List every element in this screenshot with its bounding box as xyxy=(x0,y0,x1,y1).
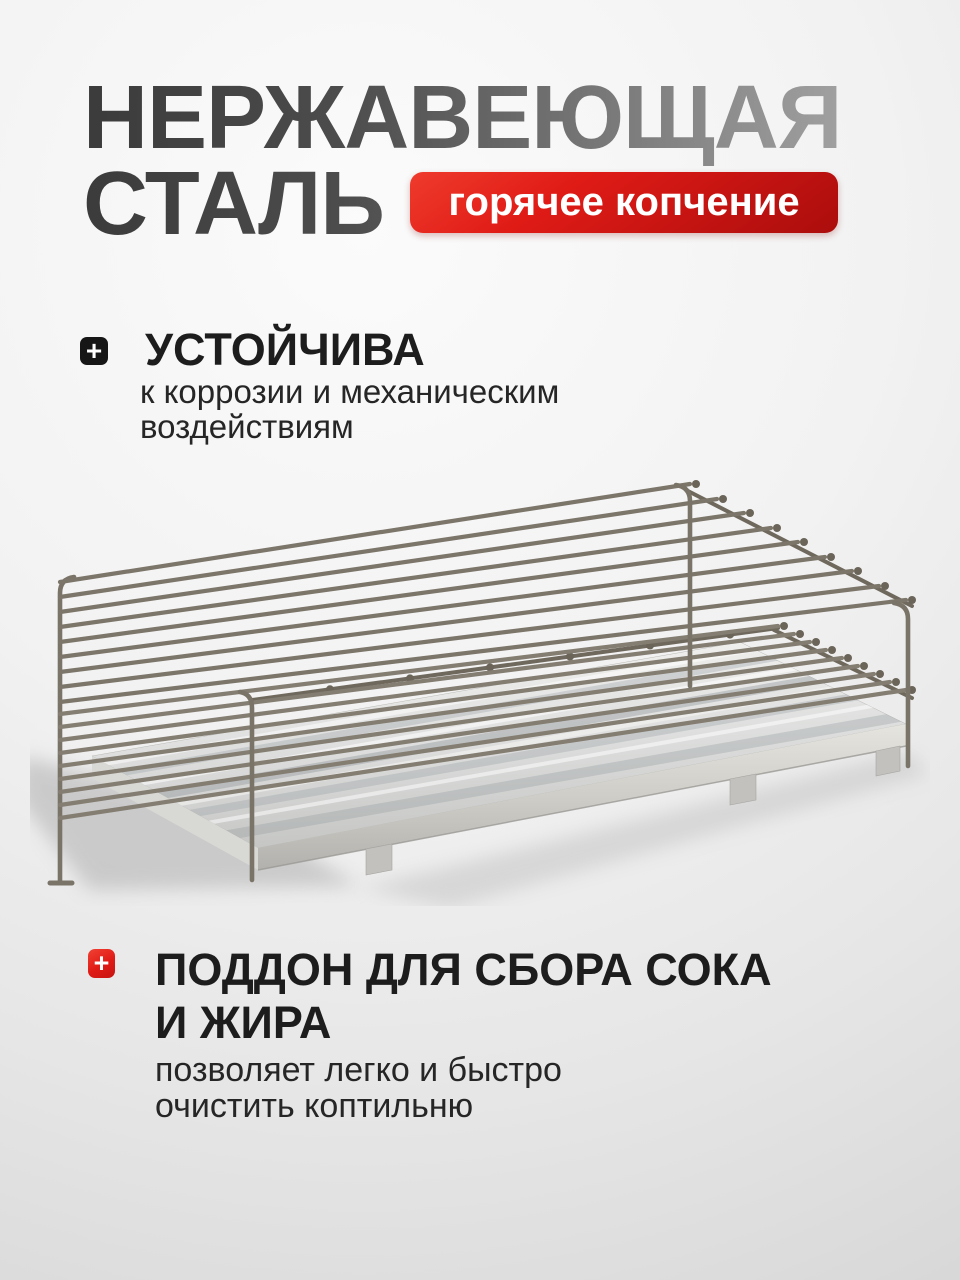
feature-title-line: ПОДДОН ДЛЯ СБОРА СОКА xyxy=(155,944,772,995)
page-title-line-1: НЕРЖАВЕЮЩАЯ xyxy=(83,68,842,168)
product-photo xyxy=(30,456,930,906)
feature-description-line: к коррозии и механическим xyxy=(140,373,560,410)
feature-description-line: воздействиям xyxy=(140,407,354,445)
feature-description-line: позволяет легко и быстро xyxy=(155,1051,562,1089)
feature-description-drip-tray xyxy=(155,1052,562,1125)
feature-title-durability: УСТОЙЧИВА xyxy=(145,324,425,375)
feature-description-durability xyxy=(140,375,559,444)
plus-icon xyxy=(88,949,115,978)
hot-smoking-badge: горячее копчение xyxy=(410,172,838,233)
feature-title-line: И ЖИРА xyxy=(155,997,332,1049)
feature-title-drip-tray xyxy=(155,943,772,1049)
plus-glyph: + xyxy=(93,948,110,978)
plus-glyph: + xyxy=(85,335,103,366)
page-title-line-2: СТАЛЬ xyxy=(83,153,384,254)
plus-icon xyxy=(80,337,108,365)
feature-description-line: очистить коптильню xyxy=(155,1087,474,1126)
